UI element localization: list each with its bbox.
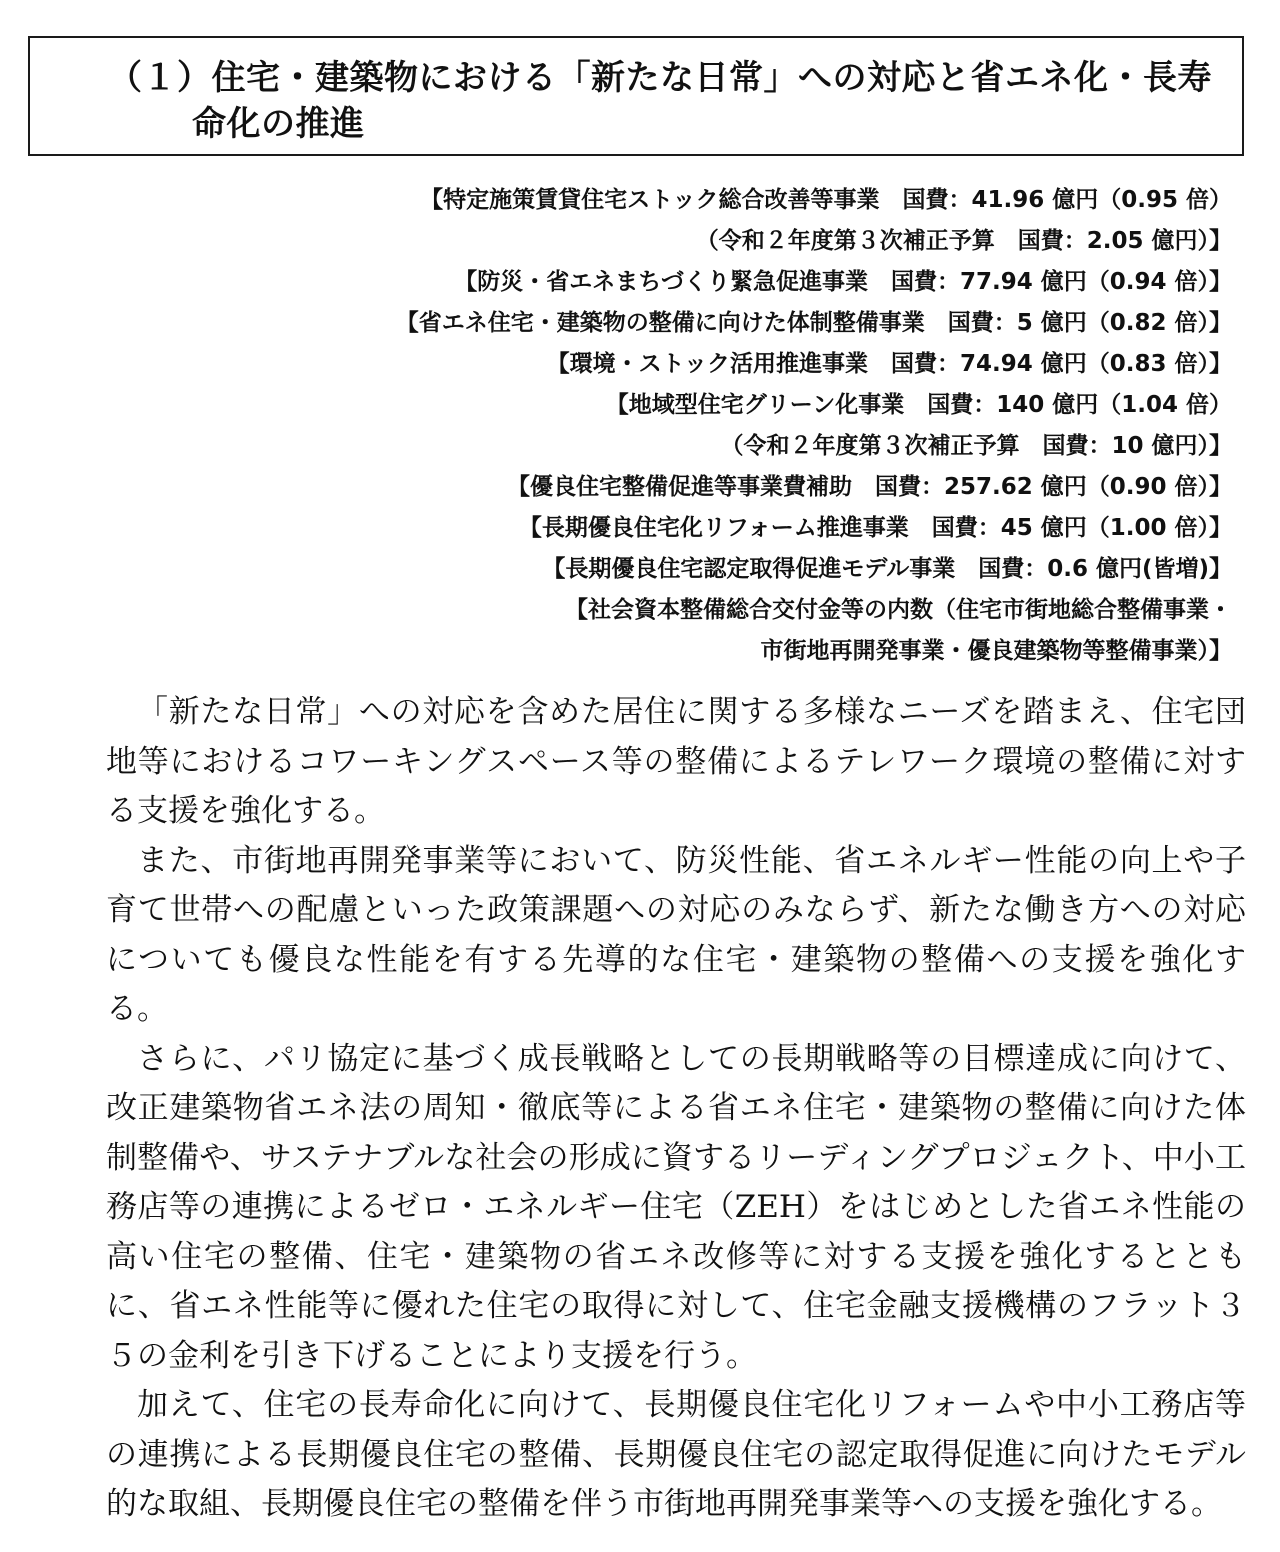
budget-item: 【社会資本整備総合交付金等の内数（住宅市街地総合整備事業・ [565, 597, 1232, 623]
budget-item: 【長期優良住宅化リフォーム推進事業 国費：45 億円（1.00 倍）】 [518, 515, 1232, 541]
budget-item: 【地域型住宅グリーン化事業 国費：140 億円（1.04 倍） [605, 392, 1232, 418]
paragraph: また、市街地再開発事業等において、防災性能、省エネルギー性能の向上や子育て世帯への配慮といった政策課題への対応のみならず、新たな働き方への対応についても優良な性能を有する先導的な住宅・建築物の整備への支援を強化する。 [106, 842, 1246, 1027]
budget-item: 市街地再開発事業・優良建築物等整備事業）】 [760, 638, 1232, 664]
budget-item: 【特定施策賃貸住宅ストック総合改善等事業 国費：41.96 億円（0.95 倍） [420, 187, 1232, 213]
section-heading-line-1: （１）住宅・建築物における「新たな日常」への対応と省エネ化・長寿 [108, 58, 1212, 98]
body-text [106, 688, 1246, 1530]
paragraph: 加えて、住宅の長寿命化に向けて、長期優良住宅化リフォームや中小工務店等の連携による長期優良住宅の整備、長期優良住宅の認定取得促進に向けたモデル的な取組、長期優良住宅の整備を伴う市街地再開発事業等への支援を強化する。 [106, 1387, 1246, 1522]
budget-item: 【優良住宅整備促進等事業費補助 国費：257.62 億円（0.90 倍）】 [506, 474, 1232, 500]
paragraph: 「新たな日常」への対応を含めた居住に関する多様なニーズを踏まえ、住宅団地等におけるコワーキングスペース等の整備によるテレワーク環境の整備に対する支援を強化する。 [106, 694, 1246, 829]
budget-item: 【防災・省エネまちづくり緊急促進事業 国費：77.94 億円（0.94 倍）】 [454, 269, 1232, 295]
budget-list [52, 180, 1232, 672]
budget-item: （令和２年度第３次補正予算 国費：2.05 億円）】 [695, 228, 1232, 254]
section-heading-line-2: 命化の推進 [192, 104, 365, 144]
budget-item: 【環境・ストック活用推進事業 国費：74.94 億円（0.83 倍）】 [546, 351, 1232, 377]
budget-item: 【長期優良住宅認定取得促進モデル事業 国費：0.6 億円(皆増)】 [542, 556, 1232, 582]
paragraph: さらに、パリ協定に基づく成長戦略としての長期戦略等の目標達成に向けて、改正建築物省エネ法の周知・徹底等による省エネ住宅・建築物の整備に向けた体制整備や、サステナブルな社会の形成に資するリーディングプロジェクト、中小工務店等の連携によるゼロ・エネルギー住宅（ZEH）をはじめとした省エネ性能の高い住宅の整備、住宅・建築物の省エネ改修等に対する支援を強化するとともに、省エネ性能等に優れた住宅の取得に対して、住宅金融支援機構のフラット３５の金利を引き下げることにより支援を行う。 [106, 1040, 1246, 1374]
budget-item: （令和２年度第３次補正予算 国費：10 億円）】 [720, 433, 1232, 459]
section-heading-box [28, 36, 1244, 156]
budget-item: 【省エネ住宅・建築物の整備に向けた体制整備事業 国費：5 億円（0.82 倍）】 [395, 310, 1232, 336]
